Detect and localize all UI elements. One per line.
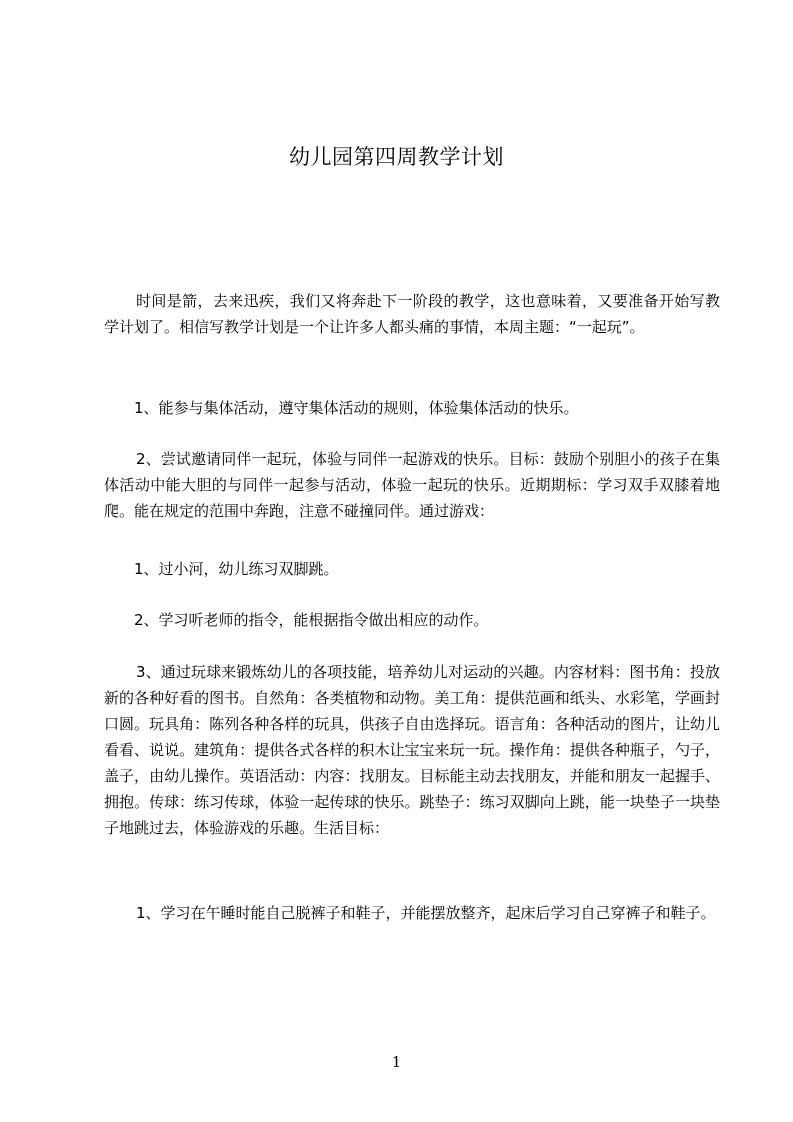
page-number: 1 bbox=[391, 1053, 402, 1071]
game-paragraph-2: 2、学习听老师的指令，能根据指令做出相应的动作。 bbox=[134, 611, 489, 629]
goal-paragraph-1: 1、能参与集体活动，遵守集体活动的规则，体验集体活动的快乐。 bbox=[134, 399, 579, 417]
game-paragraph-1: 1、过小河，幼儿练习双脚跳。 bbox=[134, 560, 339, 578]
goal-paragraph-2: 2、尝试邀请同伴一起玩，体验与同伴一起游戏的快乐。目标：鼓励个别胆小的孩子在集体活动中能大胆的与同伴一起参与活动，体验一起玩的快乐。近期期标：学习双手双膝着地爬。能在规定的范围中奔跑，注意不碰撞同伴。通过游戏： bbox=[104, 450, 720, 520]
document-title: 幼儿园第四周教学计划 bbox=[289, 145, 504, 169]
intro-paragraph: 时间是箭，去来迅疾，我们又将奔赴下一阶段的教学，这也意味着，又要准备开始写教学计划了。相信写教学计划是一个让许多人都头痛的事情，本周主题：“一起玩”。 bbox=[104, 292, 720, 336]
activity-paragraph-3: 3、通过玩球来锻炼幼儿的各项技能，培养幼儿对运动的兴趣。内容材料：图书角：投放新的各种好看的图书。自然角：各类植物和动物。美工角：提供范画和纸头、水彩笔，学画封口圆。玩具角：陈列各种各样的玩具，供孩子自由选择玩。语言角：各种活动的图片，让幼儿看看、说说。建筑角：提供各式各样的积木让宝宝来玩一玩。操作角：提供各种瓶子，勺子，盖子，由幼儿操作。英语活动：内容：找朋友。目标能主动去找朋友，并能和朋友一起握手、拥抱。传球：练习传球，体验一起传球的快乐。跳垫子：练习双脚向上跳，能一块垫子一块垫子地跳过去，体验游戏的乐趣。生活目标： bbox=[104, 663, 720, 837]
life-goal-paragraph-1: 1、学习在午睡时能自己脱裤子和鞋子，并能摆放整齐，起床后学习自己穿裤子和鞋子。 bbox=[136, 904, 716, 922]
